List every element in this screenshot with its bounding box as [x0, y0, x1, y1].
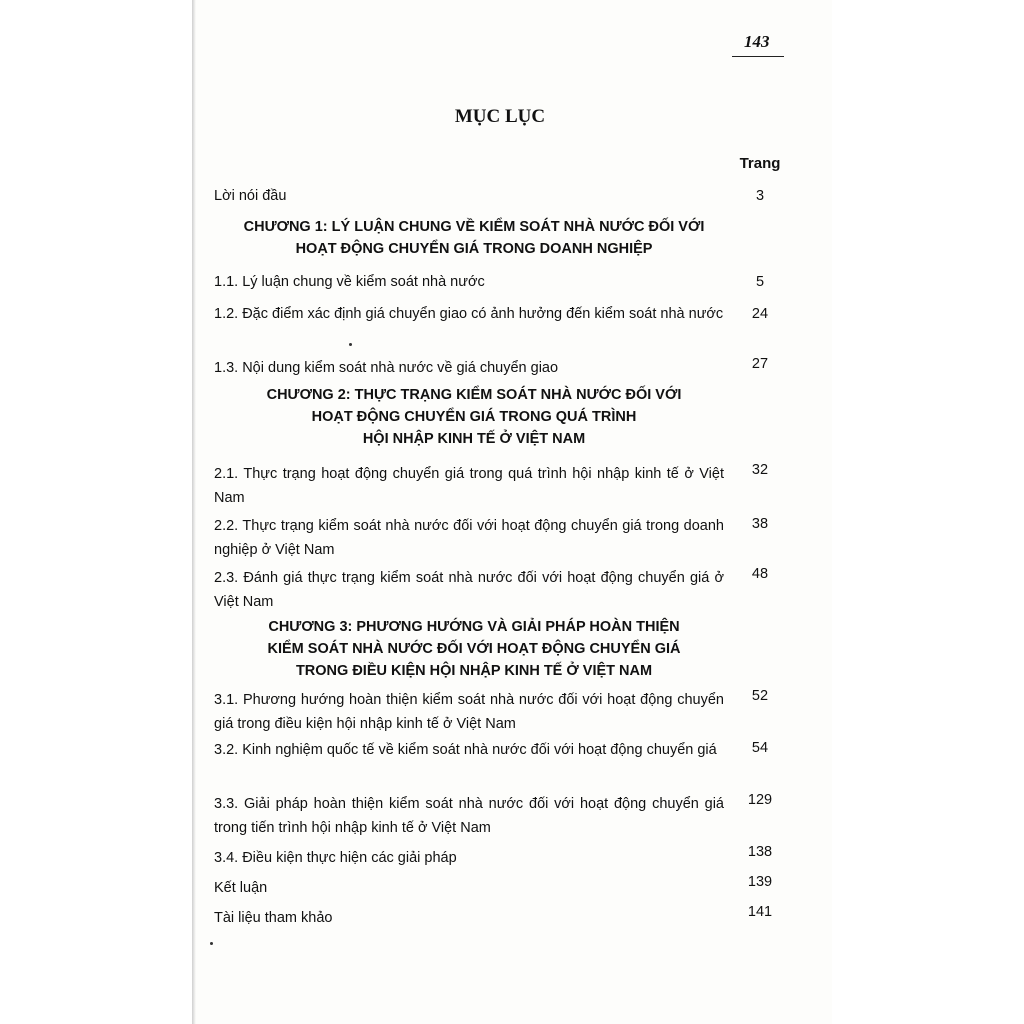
chapter-1-line-2: HOẠT ĐỘNG CHUYỂN GIÁ TRONG DOANH NGHIỆP: [295, 241, 653, 257]
toc-page-3-4: 138: [747, 844, 773, 860]
toc-page-conclusion: 139: [747, 874, 773, 890]
page-number-rule: [732, 56, 784, 57]
page-title: MỤC LỤC: [454, 106, 546, 127]
toc-page-1-2: 24: [751, 306, 769, 322]
toc-page-references: 141: [747, 904, 773, 920]
page-column-header: Trang: [739, 155, 781, 172]
toc-entry-conclusion: Kết luận: [214, 880, 268, 896]
toc-entry-references: Tài liệu tham khảo: [214, 910, 333, 926]
toc-page-2-1: 32: [751, 462, 769, 478]
toc-page-3-1: 52: [751, 688, 769, 704]
toc-entry-preface: Lời nói đầu: [214, 188, 287, 204]
toc-entry-1-2: 1.2. Đặc điểm xác định giá chuyển giao có ảnh hưởng đến kiểm soát nhà nước: [214, 306, 724, 322]
chapter-2-line-1: CHƯƠNG 2: THỰC TRẠNG KIỂM SOÁT NHÀ NƯỚC ĐỐI VỚI: [266, 387, 682, 403]
print-speck: [210, 942, 213, 945]
toc-entry-1-1: 1.1. Lý luận chung về kiểm soát nhà nước: [214, 274, 485, 290]
chapter-3-line-3: TRONG ĐIỀU KIỆN HỘI NHẬP KINH TẾ Ở VIỆT NAM: [295, 663, 653, 679]
print-speck: [349, 343, 352, 346]
toc-page-2-3: 48: [751, 566, 769, 582]
toc-entry-1-3: 1.3. Nội dung kiểm soát nhà nước về giá chuyển giao: [214, 360, 559, 376]
toc-entry-3-3: 3.3. Giải pháp hoàn thiện kiểm soát nhà nước đối với hoạt động chuyển giá trong tiến trình hội nhập kinh tế ở Việt Nam: [214, 796, 724, 836]
toc-entry-3-2: 3.2. Kinh nghiệm quốc tế về kiểm soát nhà nước đối với hoạt động chuyển giá: [214, 742, 717, 758]
page-number: 143: [744, 32, 770, 51]
chapter-3-heading: [214, 616, 734, 682]
spine-shadow: [192, 0, 196, 1024]
toc-page-2-2: 38: [751, 516, 769, 532]
toc-page-preface: 3: [755, 188, 765, 204]
chapter-2-line-2: HOẠT ĐỘNG CHUYỂN GIÁ TRONG QUÁ TRÌNH: [311, 409, 637, 425]
chapter-2-line-3: HỘI NHẬP KINH TẾ Ở VIỆT NAM: [362, 431, 586, 447]
toc-page-3-2: 54: [751, 740, 769, 756]
chapter-1-line-1: CHƯƠNG 1: LÝ LUẬN CHUNG VỀ KIỂM SOÁT NHÀ NƯỚC ĐỐI VỚI: [243, 219, 705, 235]
chapter-1-heading: [214, 216, 734, 260]
chapter-2-heading: [214, 384, 734, 450]
toc-page-1-3: 27: [751, 356, 769, 372]
toc-entry-3-1: 3.1. Phương hướng hoàn thiện kiểm soát nhà nước đối với hoạt động chuyển giá trong điều kiện hội nhập kinh tế ở Việt Nam: [214, 692, 724, 732]
chapter-3-line-1: CHƯƠNG 3: PHƯƠNG HƯỚNG VÀ GIẢI PHÁP HOÀN THIỆN: [268, 619, 680, 635]
toc-entry-2-3: 2.3. Đánh giá thực trạng kiểm soát nhà nước đối với hoạt động chuyển giá ở Việt Nam: [214, 570, 724, 610]
toc-page-3-3: 129: [747, 792, 773, 808]
toc-entry-2-1: 2.1. Thực trạng hoạt động chuyển giá trong quá trình hội nhập kinh tế ở Việt Nam: [214, 466, 724, 506]
toc-entry-2-2: 2.2. Thực trạng kiểm soát nhà nước đối với hoạt động chuyển giá trong doanh nghiệp ở Việt Nam: [214, 518, 724, 558]
toc-entry-3-4: 3.4. Điều kiện thực hiện các giải pháp: [214, 850, 457, 866]
chapter-3-line-2: KIỂM SOÁT NHÀ NƯỚC ĐỐI VỚI HOẠT ĐỘNG CHUYỂN GIÁ: [267, 641, 681, 657]
toc-page-1-1: 5: [755, 274, 765, 290]
